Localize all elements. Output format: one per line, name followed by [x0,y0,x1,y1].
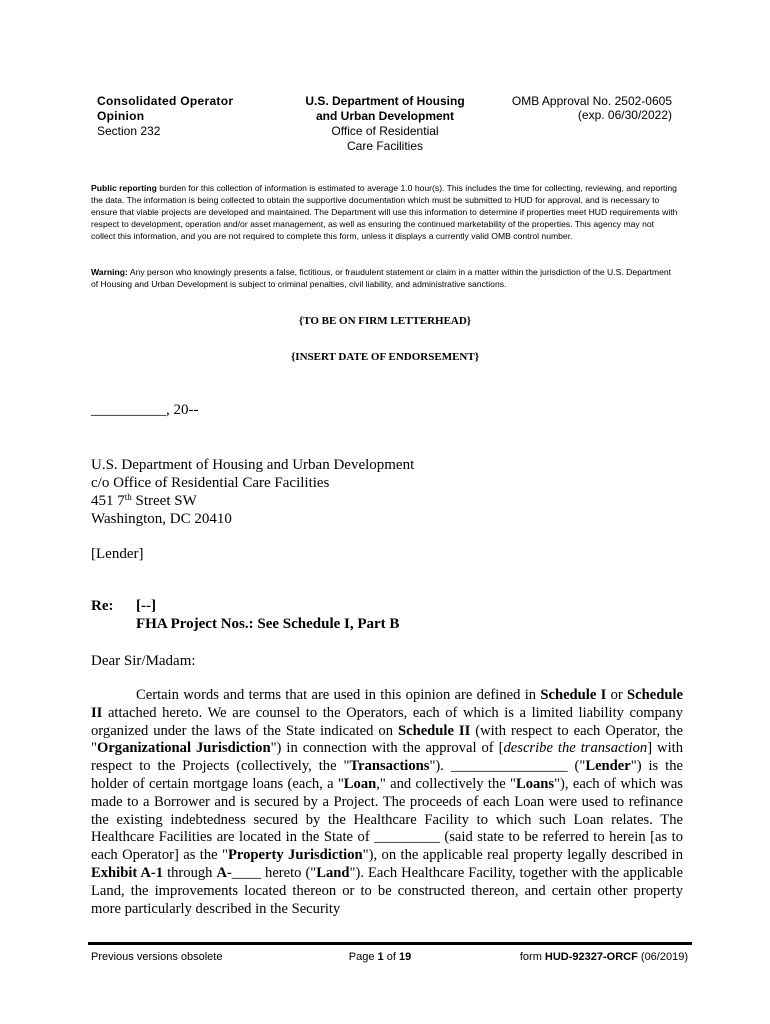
salutation: Dear Sir/Madam: [91,653,196,669]
omb-approval-block [480,94,672,122]
address-line1: U.S. Department of Housing and Urban Development [91,457,415,473]
form-number: form HUD-92327-ORCF (06/2019) [519,951,688,963]
letterhead-instruction: {TO BE ON FIRM LETTERHEAD} [298,315,472,327]
form-title-line1: Consolidated Operator [97,94,234,108]
page-number: Page 1 of 19 [348,951,412,963]
public-reporting-notice [91,182,679,242]
office-line2: Care Facilities [346,139,424,153]
footer-obsolete-note: Previous versions obsolete [91,951,223,963]
public-reporting-label: Public reporting [91,183,157,193]
office-line1: Office of Residential [331,124,439,138]
agency-block [290,94,480,154]
public-reporting-text: burden for this collection of information is estimated to average 1.0 hour(s). This includes the time for collecting, reviewing, and reporting the data. The information is being collected to obtain the supportive documentation which must be submitted to HUD for approval, and is necessary to ensure that viable projects are developed and maintained. The Department will use this information to determine if properties meet HUD requirements with respect to development, operation and/or asset management, as well as ensuring the continued marketability of the properties. This agency may not collect this information, and you are not required to complete this form, unless it displays a currently valid OMB control number. [91,183,678,242]
address-line3: 451 7th Street SW [91,492,197,509]
letter-date: __________, 20-- [91,402,199,418]
re-project-numbers: FHA Project Nos.: See Schedule I, Part B [136,616,400,632]
omb-expiration: (exp. 06/30/2022) [577,108,672,122]
opinion-body-paragraph: Certain words and terms that are used in this opinion are defined in Schedule I or Schedule II attached hereto. We are counsel to the Operators, each of which is a limited liability company organized under the laws of the State indicated on Schedule II (with respect to each Operator, the "Organizational Jurisdiction") in connection with the approval of [describe the transaction] with respect to the Projects (collectively, the "Transactions"). ________________ ("Lender") is the holder of certain mortgage loans (each, a "Loan," and collectively the "Loans"), each of which was made to a Borrower and is secured by a Project. The proceeds of each Loan were used to refinance the existing indebtedness secured by the Healthcare Facility to which such Loan relates. The Healthcare Facilities are located in the State of _________ (said state to be referred to herein [as to each Operator] as the "Property Jurisdiction"), on the applicable real property legally described in Exhibit A-1 through A-____ hereto ("Land"). Each Healthcare Facility, together with the applicable Land, the improvements located thereon or to be constructed thereon, and certain other property more particularly described in the Security [91,687,684,917]
lender-addressee: [Lender] [91,546,144,562]
address-line4: Washington, DC 20410 [91,511,232,527]
footer-divider [88,942,692,945]
warning-text: Any person who knowingly presents a false, fictitious, or fraudulent statement or claim in a matter within the jurisdiction of the U.S. Department of Housing and Urban Development is subject to criminal penalties, civil liability, and administrative sanctions. [91,267,672,290]
form-title-block [97,94,277,139]
re-placeholder: [--] [136,598,156,614]
omb-number: OMB Approval No. 2502-0605 [511,94,672,108]
warning-label: Warning: [91,267,128,277]
agency-line2: and Urban Development [315,109,455,123]
form-section: Section 232 [97,124,161,138]
recipient-address [91,456,414,528]
warning-notice [91,266,679,290]
address-line2: c/o Office of Residential Care Facilities [91,475,330,491]
re-label: Re: [91,598,114,614]
form-title-line2: Opinion [97,109,145,123]
agency-line1: U.S. Department of Housing [305,94,465,108]
endorsement-date-instruction: {INSERT DATE OF ENDORSEMENT} [290,351,480,363]
